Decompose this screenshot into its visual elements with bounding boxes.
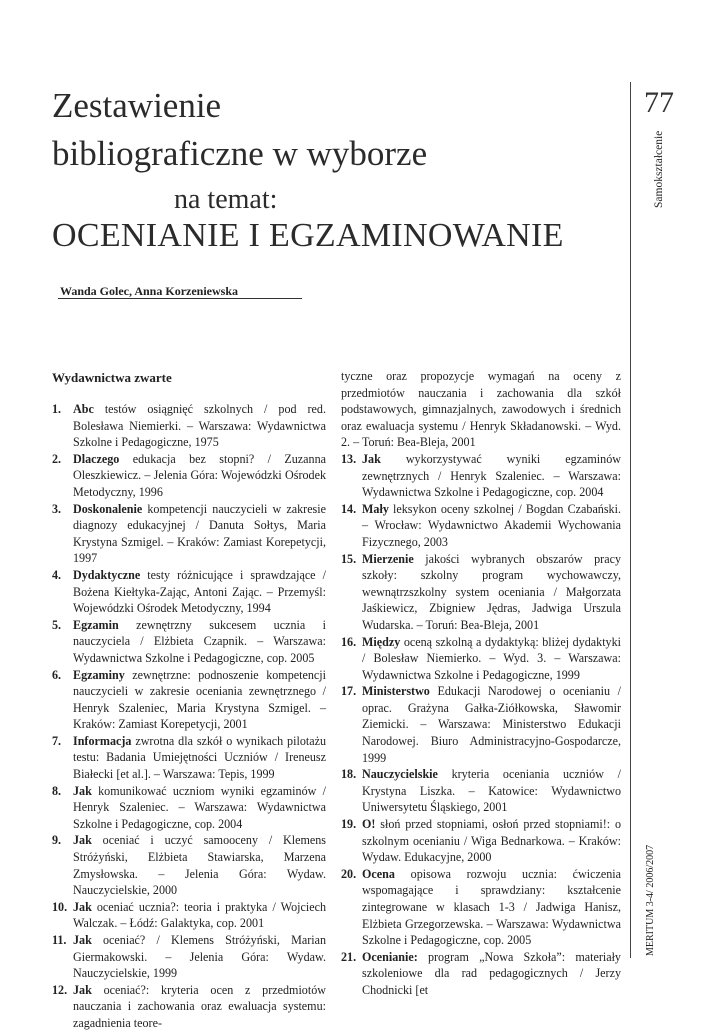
entry-number: 15. [341,551,357,566]
entry-number: 19. [341,817,357,832]
bibliography-entry [52,401,326,451]
right-column [341,368,621,999]
section-heading: Wydawnictwa zwarte [52,370,172,385]
entry-keyword: Jak [73,783,92,798]
bibliography-entry [341,634,621,684]
bibliography-entry [341,551,621,634]
entry-number: 13. [341,451,357,466]
entry-text: program „Nowa Szkoła”: materiały szkoleniowe dla rad pedagogicznych / Jerzy Chodnicki [et [362,949,621,997]
entry-number: 5. [52,617,62,632]
entry-text: oceniać i uczyć samooceny / Klemens Stróżyński, Elżbieta Stawiarska, Marzena Zmysłowska. – Jelenia Góra: Wydaw. Nauczycielskie, 2000 [73,833,326,898]
bibliography-entry [341,451,621,501]
entry-number: 9. [52,833,62,848]
entry-text: zewnętrzne: podnoszenie kompetencji nauczycieli w zakresie oceniania zewnętrznego / Henryk Szaleniec, Maria Krystyna Szmigel. – Kraków: Zamiast Korepetycji, 2001 [73,667,326,732]
bibliography-entry [341,683,621,766]
bibliography-entry [52,451,326,501]
margin-rule [630,82,631,958]
bibliography-entry [52,617,326,667]
entry-text: zewnętrzny sukcesem ucznia i nauczyciela / Elżbieta Czapnik. – Warszawa: Wydawnictwa Szkolne i Pedagogiczne, cop. 2005 [73,617,326,665]
page-number: 77 [644,86,674,119]
entry-keyword: Jak [362,451,381,466]
entry-keyword: Egzamin [73,617,119,632]
entry-keyword: Jak [73,933,92,947]
bibliography-entry [52,567,326,617]
entry-keyword: Nauczycielskie [362,767,438,782]
continuation-text: tyczne oraz propozycje wymagań na oceny z przedmiotów nauczania i zachowania dla szkół podstawowych, gimnazjalnych, zawodowych i średnich oraz ewaluacja systemu / Henryk Składanowski. – Wyd. 2. – Toruń: Bea-Bleja, 2001 [341,369,621,450]
entry-text: jakości wybranych obszarów pracy szkoły: szkolny program wychowawczy, wewnątrzszkolny system oceniania / Małgorzata Jaśkiewicz, Zbigniew Jędras, Jadwiga Urszula Wudarska. – Toruń: Bea-Bleja, 2001 [362,551,621,632]
entry-text: zwrotna dla szkół o wynikach pilotażu testu: Badania Umiejętności Uczniów / Ireneusz Białecki [et al.]. – Warszawa: Tepis, 1999 [73,733,327,782]
section-side-label: Samokształcenie [653,130,665,208]
entry-text: kryteria oceniania uczniów / Krystyna Liszka. – Katowice: Wydawnictwo Uniwersytetu Śląskiego, 2001 [362,767,621,815]
journal-side-label: MERITUM 3-4/ 2006/2007 [645,844,656,956]
entry-text: oceną szkolną a dydaktyką: bliżej dydaktyki / Bolesław Niemierko. – Wyd. 3. – Warszawa: Wydawnictwa Szkolne i Pedagogiczne, 1999 [362,634,622,682]
entry-number: 16. [341,634,357,649]
title-line-4: OCENIANIE I EGZAMINOWANIE [52,217,564,254]
bibliography-entry [52,783,326,833]
entry-number: 20. [341,866,357,881]
entry-text: oceniać?: kryteria ocen z przedmiotów nauczania i zachowania oraz ewaluacja systemu: zagadnienia teore- [73,982,326,1030]
entry-number: 21. [341,949,357,964]
bibliography-entry [52,982,326,1032]
entry-text: wykorzystywać wyniki egzaminów zewnętrznych / Henryk Szaleniec. – Warszawa: Wydawnictwa Szkolne i Pedagogiczne, cop. 2004 [362,451,621,500]
entry-number: 7. [52,733,62,748]
entry-text: słoń przed stopniami, osłoń przed stopniami!: o szkolnym ocenianiu / Wiga Bednarkowa. – Kraków: Wydaw. Edukacyjne, 2000 [362,817,621,865]
entry-keyword: Jak [73,982,92,997]
entry-keyword: Egzaminy [73,667,125,682]
entry-number: 2. [52,451,62,466]
entry-number: 12. [52,982,68,997]
entry-keyword: Jak [73,899,92,914]
bibliography-entry [52,667,326,733]
entry-number: 3. [52,501,62,516]
entry-number: 1. [52,402,62,416]
bibliography-entry [341,866,621,949]
entry-number: 17. [341,684,357,699]
bibliography-entry [341,766,621,816]
entry-number: 10. [52,899,68,914]
bibliography-entry [341,501,621,551]
authors-underline [58,298,302,299]
entry-text: opisowa rozwoju ucznia: ćwiczenia wspomagające i sprawdziany: kształcenie zintegrowane w klasach 1-3 / Jadwiga Hanisz, Elżbieta Grzegorzewska. – Warszawa: Wydawnictwa Szkolne i Pedagogiczne, cop. 2005 [362,866,621,948]
entry-keyword: Jak [73,833,92,848]
bibliography-entry [52,501,326,567]
bibliography-entry [52,899,326,932]
bibliography-entry [52,932,326,982]
entry-keyword: Abc [73,402,94,416]
entry-keyword: Ocena [362,866,395,881]
entry-keyword: Mały [362,501,389,516]
entry-text: kompetencji nauczycieli w zakresie diagnozy edukacyjnej / Danuta Sołtys, Maria Krystyna Szmigel. – Kraków: Zamiast Korepetycji, 1997 [73,501,326,566]
title-line-1: Zestawienie [52,86,222,125]
entry-keyword: Doskonalenie [73,501,143,516]
entry-number: 14. [341,501,357,516]
entry-text: oceniać ucznia?: teoria i praktyka / Wojciech Walczak. – Łódź: Galaktyka, cop. 2001 [73,899,326,931]
entry-number: 4. [52,567,62,582]
bibliography-entry [341,949,621,999]
entry-keyword: Ocenianie: [362,949,418,964]
entry-number: 8. [52,783,62,798]
entry-number: 6. [52,667,62,682]
entry-keyword: Dydaktyczne [73,567,141,582]
entry-keyword: Mierzenie [362,551,414,566]
entry-keyword: O! [362,817,376,832]
bibliography-entry [341,816,621,866]
entry-text: testy różnicujące i sprawdzające / Bożena Kiełtyka-Zając, Antoni Zając. – Przemyśl: Wojewódzki Ośrodek Metodyczny, 1994 [73,567,326,616]
entry-text: oceniać? / Klemens Stróżyński, Marian Giermakowski. – Jelenia Góra: Wydaw. Nauczycielskie, 1999 [73,933,326,981]
bibliography-entry [52,832,326,898]
entry-text: komunikować uczniom wyniki egzaminów / Henryk Szaleniec. – Warszawa: Wydawnictwa Szkolne i Pedagogiczne, cop. 2004 [73,783,326,831]
entry-text: leksykon oceny szkolnej / Bogdan Czabański. – Wrocław: Wydawnictwo Akademii Wychowania Fizycznego, 2003 [362,501,621,549]
entry-keyword: Między [362,634,401,649]
left-column [52,401,326,1032]
entry-keyword: Informacja [73,733,132,748]
entry-text: edukacja bez stopni? / Zuzanna Oleszkiewicz. – Jelenia Góra: Wojewódzki Ośrodek Metodyczny, 1996 [73,451,326,499]
entry-text: testów osiągnięć szkolnych / pod red. Bolesława Niemierki. – Warszawa: Wydawnictwa Szkolne i Pedagogiczne, 1975 [73,402,326,450]
entry-number: 11. [52,933,67,947]
bibliography-entry [52,733,326,783]
authors: Wanda Golec, Anna Korzeniewska [60,284,239,298]
title-line-3: na temat: [174,184,278,215]
entry-number: 18. [341,767,357,782]
entry-keyword: Dlaczego [73,451,120,466]
title-line-2: bibliograficzne w wyborze [52,134,428,173]
entry-keyword: Ministerstwo [362,684,430,699]
entry-text: Edukacji Narodowej o ocenianiu / oprac. Grażyna Gałka-Ziółkowska, Sławomir Ziemicki. – Warszawa: Ministerstwo Edukacji Narodowej. Biuro Administracyjno-Gospodarcze, 1999 [362,684,621,765]
